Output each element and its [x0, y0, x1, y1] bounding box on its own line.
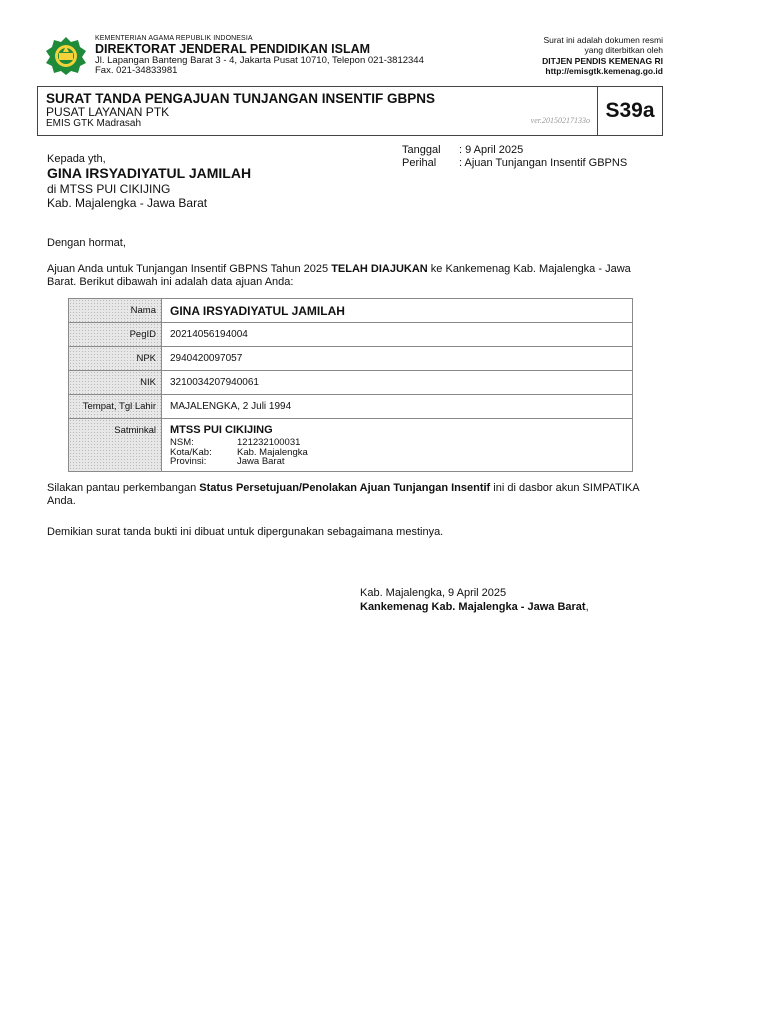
recipient-region: Kab. Majalengka - Jawa Barat [47, 196, 208, 210]
npk-value: 2940420097057 [170, 353, 243, 364]
subject-value: : Ajuan Tunjangan Insentif GBPNS [459, 157, 628, 169]
pegid-value: 20214056194004 [170, 329, 248, 340]
intro-text-end: ke Kankemenag Kab. Majalengka - Jawa Barat. Berikut dibawah ini adalah data ajuan Anda: [47, 263, 631, 288]
intro-text-start: Ajuan Anda untuk Tunjangan Insentif GBPNS Tahun 2025 [47, 263, 332, 275]
letter-subtitle-2: EMIS GTK Madrasah [46, 118, 142, 129]
monitor-text-end: ini di dasbor akun SIMPATIKA Anda. [47, 482, 639, 507]
signature-comma: , [585, 601, 589, 613]
issuer-name: DITJEN PENDIS KEMENAG RI [542, 56, 663, 66]
nsm-value: 121232100031 [237, 437, 301, 448]
fax-number: Fax. 021-34833981 [95, 65, 178, 76]
table-row-nik [69, 371, 632, 395]
kemenag-emblem-icon [45, 36, 87, 76]
satminkal-label: Satminkal [69, 419, 162, 471]
ministry-name: KEMENTERIAN AGAMA REPUBLIK INDONESIA [95, 35, 253, 42]
birth-label: Tempat, Tgl Lahir [69, 395, 162, 418]
date-value: : 9 April 2025 [459, 144, 524, 156]
provinsi-label: Provinsi: [170, 456, 207, 467]
kota-label: Kota/Kab: [170, 446, 212, 458]
nama-label: Nama [69, 299, 162, 322]
monitor-status-phrase: Status Persetujuan/Penolakan Ajuan Tunjangan Insentif [199, 482, 491, 494]
submission-data-table [68, 298, 633, 472]
pegid-label: PegID [69, 323, 162, 346]
table-row-satminkal [69, 419, 632, 471]
recipient-salutation: Kepada yth, [47, 153, 106, 165]
birth-value: MAJALENGKA, 2 Juli 1994 [170, 401, 292, 412]
signature-org-name: Kankemenag Kab. Majalengka - Jawa Barat [360, 601, 586, 613]
version-stamp: ver.20150217133o [530, 116, 590, 125]
status-submitted: TELAH DIAJUKAN [331, 263, 428, 275]
recipient-name: GINA IRSYADIYATUL JAMILAH [47, 165, 252, 181]
letter-title-box [37, 86, 663, 136]
issuer-url: http://emisgtk.kemenag.go.id [545, 66, 663, 76]
greeting: Dengan hormat, [47, 237, 126, 249]
monitor-paragraph [47, 482, 647, 508]
npk-label: NPK [69, 347, 162, 370]
form-code: S39a [597, 87, 662, 135]
provinsi-value: Jawa Barat [237, 456, 285, 467]
address: Jl. Lapangan Banteng Barat 3 - 4, Jakarta Pusat 10710, Telepon 021-3812344 [95, 55, 424, 66]
recipient-school: di MTSS PUI CIKIJING [47, 182, 171, 196]
subject-label: Perihal [402, 157, 437, 169]
signature-organization [360, 601, 589, 613]
nsm-label: NSM: [170, 437, 194, 448]
monitor-text-start: Silakan pantau perkembangan [47, 482, 200, 494]
provinsi-line [170, 457, 308, 467]
official-note-line2: yang diterbitkan oleh [584, 45, 663, 55]
date-label: Tanggal [402, 144, 441, 156]
official-note-line1: Surat ini adalah dokumen resmi [543, 35, 663, 45]
table-row-npk [69, 347, 632, 371]
letter-title: SURAT TANDA PENGAJUAN TUNJANGAN INSENTIF GBPNS [46, 91, 436, 106]
nama-value: GINA IRSYADIYATUL JAMILAH [170, 303, 345, 318]
signature-place-date: Kab. Majalengka, 9 April 2025 [360, 587, 507, 599]
satminkal-value [162, 419, 308, 471]
table-row-nama [69, 299, 632, 323]
satminkal-name: MTSS PUI CIKIJING [170, 424, 273, 436]
kota-value: Kab. Majalengka [237, 446, 308, 458]
table-row-ttl [69, 395, 632, 419]
intro-paragraph [47, 263, 647, 289]
table-row-pegid [69, 323, 632, 347]
letter-subtitle: PUSAT LAYANAN PTK [46, 105, 170, 119]
nik-label: NIK [69, 371, 162, 394]
closing-paragraph: Demikian surat tanda bukti ini dibuat untuk dipergunakan sebagaimana mestinya. [47, 526, 444, 538]
nik-value: 3210034207940061 [170, 377, 259, 388]
directorate-name: DIREKTORAT JENDERAL PENDIDIKAN ISLAM [95, 42, 371, 56]
